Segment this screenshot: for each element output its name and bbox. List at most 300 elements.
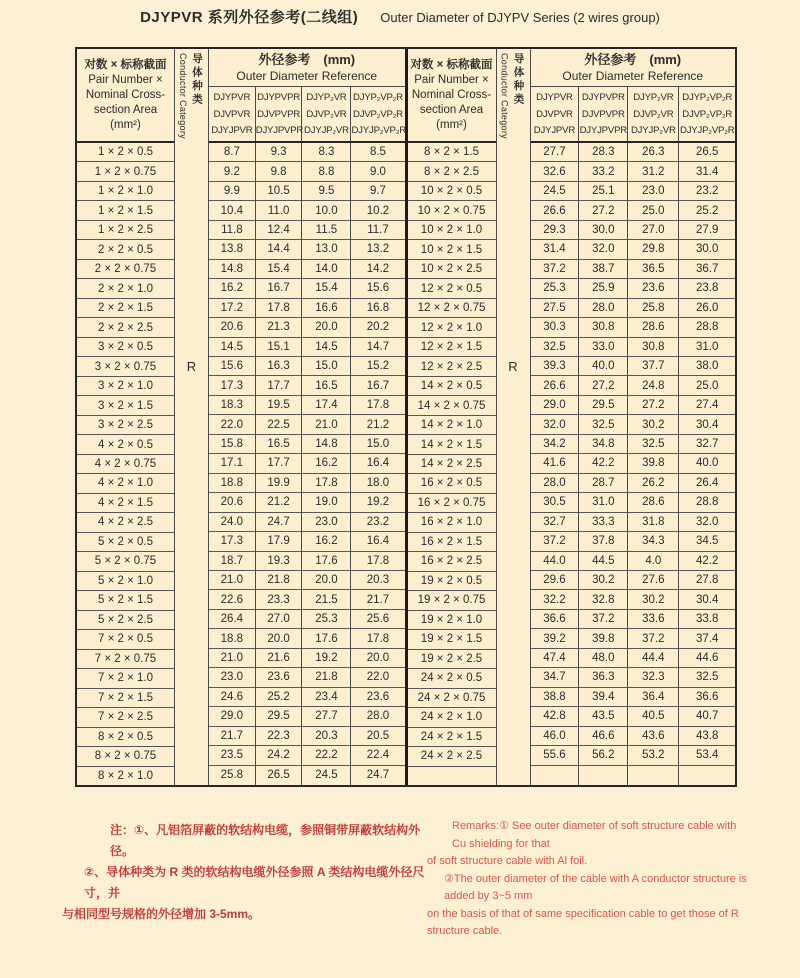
diameter-value-cell: 9.0 (351, 162, 404, 181)
table-row (209, 201, 405, 220)
diameter-value-cell: 44.6 (679, 649, 735, 668)
table-row (531, 571, 736, 590)
diameter-value-cell: 15.4 (256, 260, 303, 279)
spec-header-en-line: Nominal Cross- (411, 88, 492, 101)
note-zh-line: ②、导体种类为 R 类的软结构电缆外径参照 A 类结构电缆外径尺寸，并 (84, 865, 425, 900)
pair-spec-cell: 2 × 2 × 0.75 (77, 260, 174, 279)
pair-spec-cell (408, 767, 496, 785)
note-en-line: of soft structure cable with Al foil. (427, 855, 588, 867)
page-title (0, 6, 800, 27)
diameter-value-cell: 11.7 (351, 221, 404, 240)
diameter-value-cell: 16.4 (351, 454, 404, 473)
diameter-value-cell: 19.3 (256, 552, 303, 571)
pair-spec-cell: 2 × 2 × 1.5 (77, 299, 174, 318)
diameter-value-cell: 25.1 (579, 182, 628, 201)
diameter-value-cell: 18.7 (209, 552, 256, 571)
diameter-value-cell: 18.3 (209, 396, 256, 415)
note-en-line: ②The outer diameter of the cable with A conductor structure is added by 3~5 mm (444, 872, 747, 902)
diameter-value-cell: 46.0 (531, 727, 580, 746)
table-row (209, 318, 405, 337)
pair-spec-cell: 14 × 2 × 0.75 (408, 396, 496, 415)
model-name: DJYP₂VP₂R (353, 92, 403, 104)
diameter-value-cell: 23.0 (302, 513, 351, 532)
pair-spec-cell: 7 × 2 × 2.5 (77, 708, 174, 727)
model-name: DJYJPVPR (255, 124, 304, 136)
diameter-value-cell: 26.5 (256, 766, 303, 785)
model-name: DJYPVPR (581, 92, 625, 104)
diameter-value-cell: 30.2 (579, 571, 628, 590)
diameter-value-cell: 24.2 (256, 746, 303, 765)
diameter-value-cell: 21.6 (256, 649, 303, 668)
diameter-value-cell: 14.8 (209, 260, 256, 279)
diameter-value-cell: 41.6 (531, 454, 580, 473)
diameter-value-cell: 30.4 (679, 590, 735, 609)
spec-column (408, 49, 497, 785)
diameter-value-cell: 37.2 (628, 629, 679, 648)
pair-spec-cell: 24 × 2 × 0.75 (408, 689, 496, 708)
diameter-value-cell: 32.5 (531, 338, 580, 357)
conductor-category-value: R (508, 359, 518, 374)
pair-spec-cell: 10 × 2 × 2.5 (408, 260, 496, 279)
table-row (531, 668, 736, 687)
pair-spec-cell: 1 × 2 × 1.0 (77, 182, 174, 201)
diameter-value-cell: 36.5 (628, 260, 679, 279)
diameter-value-cell: 27.6 (628, 571, 679, 590)
diameter-value-cell: 31.4 (679, 162, 735, 181)
table-row (531, 279, 736, 298)
table-row (531, 552, 736, 571)
table-row (531, 182, 736, 201)
pair-spec-cell: 19 × 2 × 2.5 (408, 650, 496, 669)
diameter-value-cell: 39.3 (531, 357, 580, 376)
diameter-value-cell: 29.3 (531, 221, 580, 240)
model-name: DJVP₂VP₂R (682, 108, 733, 120)
diameter-value-cell: 17.6 (302, 552, 351, 571)
diameter-value-cell: 22.2 (302, 746, 351, 765)
diameter-value-cell: 11.0 (256, 201, 303, 220)
diameter-value-cell: 32.5 (579, 415, 628, 434)
diameter-value-cell: 28.6 (628, 318, 679, 337)
table-row (531, 746, 736, 765)
diameter-value-cell: 9.7 (351, 182, 404, 201)
diameter-value-cell: 24.5 (302, 766, 351, 785)
note-zh-line: 注：①、凡铝箔屏蔽的软结构电缆，参照铜带屏蔽软结构外径。 (110, 823, 421, 858)
diameter-value-cell: 15.8 (209, 435, 256, 454)
diameter-value-cell: 39.8 (628, 454, 679, 473)
diameter-value-cell: 32.0 (679, 513, 735, 532)
diameter-value-cell: 21.7 (351, 590, 404, 609)
diameter-value-cell: 27.7 (302, 707, 351, 726)
diameter-value-cell: 32.3 (628, 668, 679, 687)
pair-spec-cell: 2 × 2 × 1.0 (77, 279, 174, 298)
diameter-value-cell: 21.0 (209, 649, 256, 668)
table-row (531, 299, 736, 318)
diameter-value-cell: 36.6 (531, 610, 580, 629)
data-rows (209, 143, 405, 785)
spec-header (77, 49, 174, 143)
diameter-value-cell: 25.8 (628, 299, 679, 318)
pair-spec-cell: 19 × 2 × 0.5 (408, 572, 496, 591)
diameter-value-cell: 28.0 (579, 299, 628, 318)
spec-header-en-line: Pair Number × (414, 73, 489, 86)
diameter-value-cell: 53.4 (679, 746, 735, 765)
pair-spec-cell: 10 × 2 × 0.75 (408, 201, 496, 220)
diameter-value-cell: 32.8 (579, 590, 628, 609)
diameter-value-cell: 26.5 (679, 143, 735, 162)
diameter-value-cell: 9.9 (209, 182, 256, 201)
diameter-value-cell: 23.8 (679, 279, 735, 298)
diameter-value-cell: 48.0 (579, 649, 628, 668)
diameter-value-cell: 24.0 (209, 513, 256, 532)
diameter-value-cell: 21.7 (209, 727, 256, 746)
diameter-value-cell: 9.2 (209, 162, 256, 181)
table-row (531, 376, 736, 395)
pair-spec-cell: 19 × 2 × 1.0 (408, 611, 496, 630)
pair-spec-cell: 7 × 2 × 1.0 (77, 669, 174, 688)
model-name: DJVPVPR (581, 108, 625, 120)
diameter-value-cell: 16.3 (256, 357, 303, 376)
pair-spec-cell: 3 × 2 × 0.75 (77, 357, 174, 376)
diameter-value-cell: 37.2 (531, 260, 580, 279)
diameter-value-cell: 15.1 (256, 338, 303, 357)
spec-column (77, 49, 175, 785)
spec-header-en-line: Pair Number × (88, 73, 163, 86)
notes-chinese (62, 820, 428, 925)
model-name: DJYJP₂VR (304, 124, 349, 136)
table-row (209, 727, 405, 746)
table-row (209, 338, 405, 357)
table-row (531, 727, 736, 746)
table-row (209, 649, 405, 668)
pair-spec-cell: 3 × 2 × 1.5 (77, 396, 174, 415)
diameter-value-cell: 44.5 (579, 552, 628, 571)
model-name: DJVP₂VP₂R (353, 108, 403, 120)
diameter-value-cell: 20.6 (209, 493, 256, 512)
diameter-value-cell: 26.4 (679, 474, 735, 493)
diameter-value-cell: 15.6 (209, 357, 256, 376)
diameter-value-cell: 28.0 (351, 707, 404, 726)
model-name: DJYPVR (213, 92, 251, 104)
table-row (531, 143, 736, 162)
conductor-column (175, 49, 209, 785)
pair-spec-cell: 4 × 2 × 1.0 (77, 474, 174, 493)
diameter-value-cell: 42.2 (579, 454, 628, 473)
diameter-area (531, 49, 736, 785)
diameter-value-cell: 20.6 (209, 318, 256, 337)
model-header-cell (209, 87, 256, 141)
pair-spec-cell: 12 × 2 × 1.5 (408, 338, 496, 357)
table-row (209, 240, 405, 259)
diameter-value-cell: 22.6 (209, 590, 256, 609)
diameter-value-cell: 34.8 (579, 435, 628, 454)
pair-spec-cell: 2 × 2 × 2.5 (77, 318, 174, 337)
pair-spec-cell: 14 × 2 × 1.5 (408, 435, 496, 454)
model-name: DJVPVPR (257, 108, 300, 120)
table-row (209, 707, 405, 726)
diameter-value-cell: 20.2 (351, 318, 404, 337)
diameter-value-cell: 22.3 (256, 727, 303, 746)
diameter-value-cell: 38.0 (679, 357, 735, 376)
diameter-value-cell: 21.2 (256, 493, 303, 512)
outer-diameter-header-zh: 外径参考 (mm) (258, 51, 356, 67)
diameter-value-cell: 37.2 (531, 532, 580, 551)
diameter-value-cell: 24.7 (366, 769, 390, 782)
diameter-value-cell: 33.6 (628, 610, 679, 629)
diameter-value-cell: 19.9 (256, 474, 303, 493)
note-en-line: Remarks:① See outer diameter of soft structure cable with Cu shielding for that (452, 820, 737, 850)
conductor-category-value: R (186, 359, 197, 374)
diameter-value-cell: 10.2 (351, 201, 404, 220)
pair-spec-cell: 4 × 2 × 0.75 (77, 455, 174, 474)
diameter-value-cell: 32.5 (679, 668, 735, 687)
diameter-value-cell: 32.6 (531, 162, 580, 181)
diameter-value-cell: 28.0 (531, 474, 580, 493)
diameter-value-cell: 13.2 (351, 240, 404, 259)
diameter-value-cell: 16.5 (256, 435, 303, 454)
diameter-value-cell: 14.2 (351, 260, 404, 279)
pair-spec-cell: 10 × 2 × 1.5 (408, 240, 496, 259)
table-row (531, 590, 736, 609)
diameter-value-cell: 32.7 (679, 435, 735, 454)
pair-spec-cell: 7 × 2 × 1.5 (77, 689, 174, 708)
diameter-value-cell: 29.5 (579, 396, 628, 415)
diameter-value-cell: 38.7 (579, 260, 628, 279)
diameter-value-cell: 17.3 (209, 376, 256, 395)
diameter-value-cell: 22.0 (209, 415, 256, 434)
diameter-value-cell: 8.8 (302, 162, 351, 181)
pair-spec-cell: 4 × 2 × 1.5 (77, 494, 174, 513)
diameter-value-cell: 31.2 (628, 162, 679, 181)
diameter-value-cell: 17.4 (302, 396, 351, 415)
diameter-value-cell: 16.2 (302, 454, 351, 473)
diameter-value-cell: 40.0 (579, 357, 628, 376)
diameter-value-cell: 21.0 (302, 415, 351, 434)
spec-header-zh: 对数 × 标称截面 (410, 58, 493, 71)
table-row (531, 240, 736, 259)
model-name: DJVP₂VR (633, 108, 674, 120)
diameter-value-cell: 24.7 (256, 513, 303, 532)
diameter-value-cell: 23.0 (628, 182, 679, 201)
diameter-value-cell: 33.3 (579, 513, 628, 532)
diameter-value-cell: 39.4 (579, 688, 628, 707)
diameter-value-cell: 21.8 (256, 571, 303, 590)
pair-spec-cell: 5 × 2 × 2.5 (77, 611, 174, 630)
table-row (209, 143, 405, 162)
table-right-half (405, 49, 736, 785)
diameter-value-cell: 27.2 (579, 376, 628, 395)
table-row (209, 454, 405, 473)
diameter-value-cell: 19.0 (302, 493, 351, 512)
diameter-value-cell: 17.3 (209, 532, 256, 551)
diameter-value-cell: 19.5 (256, 396, 303, 415)
diameter-value-cell (679, 766, 735, 785)
diameter-value-cell: 15.4 (302, 279, 351, 298)
diameter-value-cell: 20.0 (302, 571, 351, 590)
model-header-row (531, 87, 736, 143)
diameter-value-cell: 30.2 (628, 415, 679, 434)
diameter-value-cell: 28.3 (579, 143, 628, 162)
model-name: DJYJPVR (533, 124, 576, 136)
table-row (531, 532, 736, 551)
table-row (209, 260, 405, 279)
diameter-value-cell: 16.2 (302, 532, 351, 551)
pair-spec-cell: 19 × 2 × 0.75 (408, 591, 496, 610)
table-row (209, 590, 405, 609)
diameter-value-cell: 25.9 (579, 279, 628, 298)
pair-spec-cell: 16 × 2 × 2.5 (408, 552, 496, 571)
model-name: DJYP₂VP₂R (682, 92, 733, 104)
diameter-value-cell: 15.6 (351, 279, 404, 298)
diameter-value-cell: 27.4 (679, 396, 735, 415)
conductor-header (175, 53, 208, 139)
pair-spec-cell: 12 × 2 × 0.5 (408, 279, 496, 298)
table-row (209, 766, 405, 785)
diameter-value-cell: 15.0 (302, 357, 351, 376)
pair-spec-cell: 2 × 2 × 0.5 (77, 240, 174, 259)
diameter-value-cell: 17.8 (351, 552, 404, 571)
diameter-value-cell: 44.0 (531, 552, 580, 571)
table-row (209, 668, 405, 687)
diameter-value-cell: 16.2 (209, 279, 256, 298)
model-name: DJVP₂VR (306, 108, 347, 120)
diameter-value-cell: 22.0 (351, 668, 404, 687)
diameter-value-cell: 37.4 (679, 629, 735, 648)
model-name: DJVPVR (536, 108, 573, 120)
diameter-value-cell: 37.7 (628, 357, 679, 376)
diameter-value-cell: 28.6 (628, 493, 679, 512)
diameter-value-cell: 16.5 (302, 376, 351, 395)
diameter-value-cell: 32.7 (531, 513, 580, 532)
table-row (209, 221, 405, 240)
diameter-value-cell: 25.8 (209, 766, 256, 785)
diameter-value-cell: 28.8 (679, 318, 735, 337)
diameter-value-cell: 38.8 (531, 688, 580, 707)
outer-diameter-header (531, 49, 736, 87)
diameter-value-cell (579, 766, 628, 785)
table-row (531, 221, 736, 240)
pair-spec-cell: 8 × 2 × 0.75 (77, 747, 174, 766)
diameter-value-cell: 18.8 (209, 474, 256, 493)
table-left-half (77, 49, 405, 785)
diameter-value-cell: 22.4 (351, 746, 404, 765)
diameter-value-cell: 23.2 (351, 513, 404, 532)
diameter-value-cell: 33.2 (579, 162, 628, 181)
diameter-value-cell: 29.8 (628, 240, 679, 259)
pair-spec-cell: 16 × 2 × 0.75 (408, 494, 496, 513)
outer-diameter-header-zh: 外径参考 (mm) (584, 51, 682, 67)
table-row (209, 629, 405, 648)
diameter-value-cell: 9.8 (256, 162, 303, 181)
pair-spec-cell: 24 × 2 × 1.5 (408, 728, 496, 747)
pair-spec-cell: 10 × 2 × 1.0 (408, 221, 496, 240)
diameter-value-cell: 26.6 (531, 201, 580, 220)
table-row (209, 415, 405, 434)
pair-spec-cell: 4 × 2 × 2.5 (77, 513, 174, 532)
diameter-value-cell: 17.7 (256, 376, 303, 395)
diameter-value-cell: 12.4 (256, 221, 303, 240)
diameter-value-cell: 10.4 (209, 201, 256, 220)
pair-spec-cell: 5 × 2 × 0.75 (77, 552, 174, 571)
diameter-value-cell: 13.0 (302, 240, 351, 259)
diameter-value-cell: 19.2 (351, 493, 404, 512)
model-header-cell (679, 87, 735, 141)
diameter-value-cell: 20.3 (302, 727, 351, 746)
diameter-value-cell: 40.0 (679, 454, 735, 473)
table-row (209, 552, 405, 571)
diameter-value-cell: 27.2 (628, 396, 679, 415)
diameter-value-cell: 4.0 (628, 552, 679, 571)
diameter-value-cell: 43.8 (679, 727, 735, 746)
pair-spec-cell: 5 × 2 × 0.5 (77, 533, 174, 552)
spec-header-en-line: section Area (419, 103, 484, 116)
diameter-value-cell: 23.0 (209, 668, 256, 687)
diameter-value-cell: 16.6 (302, 299, 351, 318)
diameter-value-cell: 20.5 (351, 727, 404, 746)
table-row (531, 493, 736, 512)
outer-diameter-header-en: Outer Diameter Reference (562, 68, 704, 83)
spec-header-en-line: (mm²) (436, 118, 467, 131)
diameter-value-cell: 30.8 (579, 318, 628, 337)
diameter-value-cell: 30.2 (628, 590, 679, 609)
model-name: DJYJP₂VP₂R (351, 124, 406, 136)
diameter-value-cell: 56.2 (579, 746, 628, 765)
diameter-value-cell: 44.4 (628, 649, 679, 668)
table-row (209, 279, 405, 298)
pair-spec-cell: 1 × 2 × 0.75 (77, 162, 174, 181)
diameter-value-cell: 34.3 (628, 532, 679, 551)
diameter-value-cell: 31.0 (579, 493, 628, 512)
pair-spec-cell: 16 × 2 × 1.0 (408, 513, 496, 532)
diameter-value-cell: 8.7 (209, 143, 256, 162)
conductor-category-label-zh: 导体种类 (512, 53, 525, 107)
diameter-value-cell: 26.6 (531, 376, 580, 395)
model-name: DJVPVR (213, 108, 251, 120)
table-row (531, 260, 736, 279)
diameter-value-cell: 46.6 (579, 727, 628, 746)
table-row (531, 162, 736, 181)
table-row (209, 571, 405, 590)
diameter-value-cell: 9.3 (256, 143, 303, 162)
diameter-value-cell: 14.5 (209, 338, 256, 357)
diameter-value-cell: 21.2 (351, 415, 404, 434)
pair-spec-cell: 24 × 2 × 0.5 (408, 669, 496, 688)
diameter-value-cell: 30.0 (579, 221, 628, 240)
table-row (531, 318, 736, 337)
table-row (531, 396, 736, 415)
model-header-row (209, 87, 405, 143)
diameter-value-cell (628, 766, 679, 785)
outer-diameter-header-en: Outer Diameter Reference (236, 68, 378, 83)
diameter-value-cell: 31.0 (679, 338, 735, 357)
diameter-value-cell: 16.8 (351, 299, 404, 318)
table-row (209, 299, 405, 318)
diameter-value-cell: 21.3 (256, 318, 303, 337)
diameter-value-cell: 39.8 (579, 629, 628, 648)
table-row (531, 610, 736, 629)
diameter-value-cell: 9.5 (302, 182, 351, 201)
table-row (209, 162, 405, 181)
table-row (531, 454, 736, 473)
diameter-value-cell: 30.8 (628, 338, 679, 357)
table-row (209, 182, 405, 201)
diameter-value-cell: 33.8 (679, 610, 735, 629)
diameter-value-cell: 36.3 (579, 668, 628, 687)
table-row (209, 493, 405, 512)
diameter-value-cell: 33.0 (579, 338, 628, 357)
pair-spec-cell: 19 × 2 × 1.5 (408, 630, 496, 649)
table-row (531, 707, 736, 726)
diameter-value-cell: 39.2 (531, 629, 580, 648)
